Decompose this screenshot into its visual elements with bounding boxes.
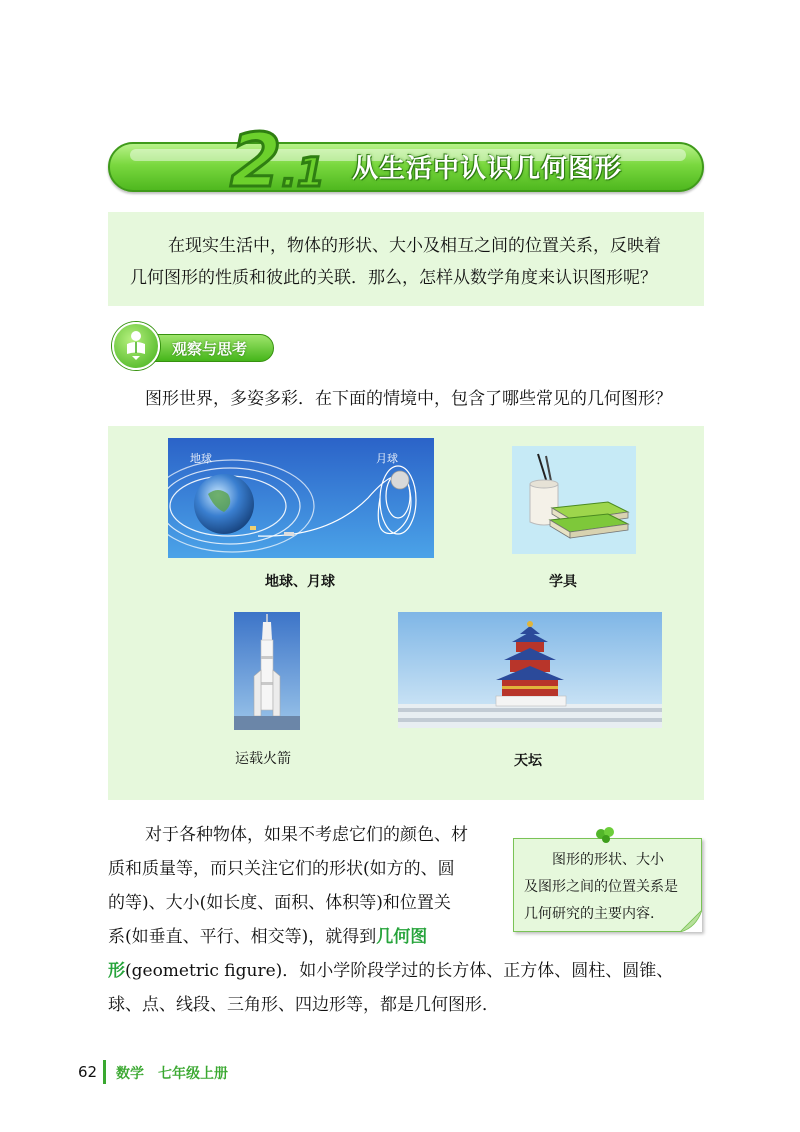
section-number: 2.1 [230,118,325,204]
page-number: 62 [78,1063,98,1081]
page-curl-icon [680,910,702,932]
caption-temple: 天坛 [514,753,542,769]
body-line [108,954,673,988]
term-geometric-figure: 几何图 [376,927,428,947]
clover-pin-icon [594,826,616,846]
intro-box [108,212,704,306]
note-line: 及图形之间的位置关系是 [524,879,678,895]
body-line [108,920,427,954]
body-line: 球、点、线段、三角形、四边形等，都是几何图形． [108,995,499,1015]
body-text: (geometric figure)．如小学阶段学过的长方体、正方体、圆柱、圆锥、 [125,961,674,981]
body-text: 系(如垂直、平行、相交等)，就得到 [108,927,377,947]
caption-earth-moon: 地球、月球 [265,574,335,590]
observe-question: 图形世界，多姿多彩．在下面的情境中，包含了哪些常见的几何图形？ [145,389,672,409]
rocket-image [234,612,300,730]
intro-line: 几何图形的性质和彼此的关联．那么，怎样从数学角度来认识图形呢？ [130,268,657,288]
intro-line: 在现实生活中，物体的形状、大小及相互之间的位置关系，反映着 [168,236,661,256]
earth-label: 地球 [190,452,212,465]
side-note [513,838,702,932]
caption-rocket: 运载火箭 [235,751,291,767]
note-line: 图形的形状、大小 [552,852,664,868]
body-line: 质和质量等，而只关注它们的形状(如方的、圆 [108,859,455,879]
body-line: 的等)、大小(如长度、面积、体积等)和位置关 [108,893,451,913]
book-title: 数学 七年级上册 [116,1066,228,1082]
stationery-image [512,446,636,554]
caption-stationery: 学具 [549,574,577,590]
section-title: 从生活中认识几何图形 [352,154,623,184]
term-geometric-figure: 形 [108,961,125,981]
observe-label-text: 观察与思考 [172,340,248,358]
footer-divider [103,1060,106,1084]
note-line: 几何研究的主要内容. [524,906,655,922]
moon-label: 月球 [376,452,398,465]
reader-icon [124,330,148,360]
body-line: 对于各种物体，如果不考虑它们的颜色、材 [145,825,468,845]
temple-of-heaven-image [398,612,662,728]
